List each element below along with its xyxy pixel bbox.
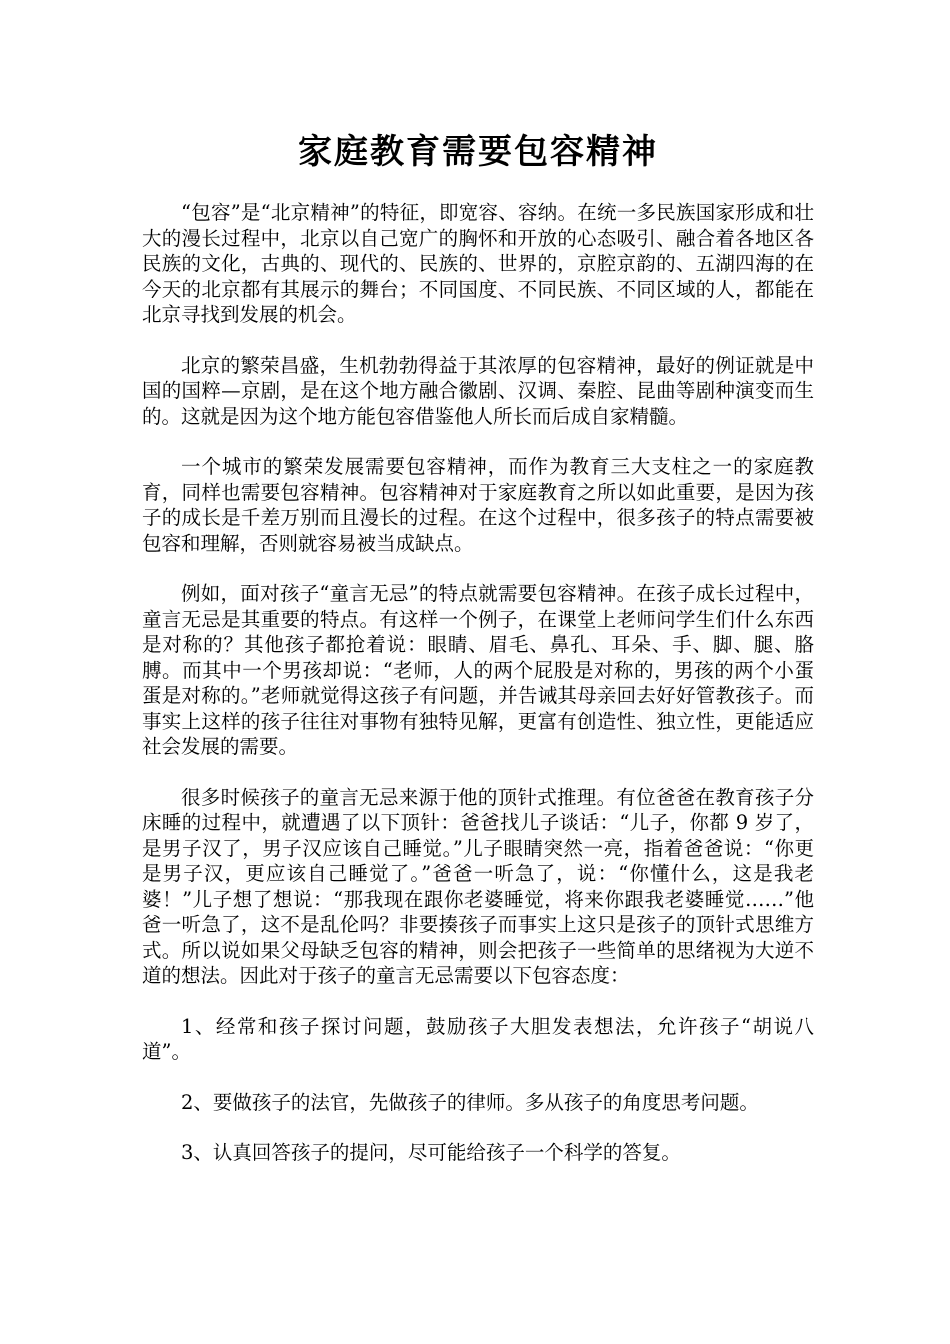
paragraph-5: 很多时候孩子的童言无忌来源于他的顶针式推理。有位爸爸在教育孩子分床睡的过程中，就遭遇了以下顶针：爸爸找儿子谈话：“儿子，你都 9 岁了，是男子汉了，男子汉应该自己睡觉。”儿子眼睛突然一亮，指着爸爸说：“你更是男子汉，更应该自己睡觉了。”爸爸一听急了，说：“你懂什么，这是我老婆！”儿子想了想说：“那我现在跟你老婆睡觉，将来你跟我老婆睡觉……”他爸一听急了，这不是乱伦吗？非要揍孩子而事实上这只是孩子的顶针式思维方式。所以说如果父母缺乏包容的精神，则会把孩子一些简单的思绪视为大逆不道的想法。因此对于孩子的童言无忌需要以下包容态度： xyxy=(142,785,814,987)
list-item-1: 1、经常和孩子探讨问题，鼓励孩子大胆发表想法，允许孩子“胡说八道”。 xyxy=(142,1014,814,1063)
list-item-3: 3、认真回答孩子的提问，尽可能给孩子一个科学的答复。 xyxy=(181,1141,681,1164)
document-title: 家庭教育需要包容精神 xyxy=(298,132,658,172)
document-page xyxy=(142,128,814,1191)
paragraph-2: 北京的繁荣昌盛，生机勃勃得益于其浓厚的包容精神，最好的例证就是中国的国粹—京剧，是在这个地方融合徽剧、汉调、秦腔、昆曲等剧种演变而生的。这就是因为这个地方能包容借鉴他人所长而后成自家精髓。 xyxy=(142,353,814,428)
paragraph-1: “包容”是“北京精神”的特征，即宽容、容纳。在统一多民族国家形成和壮大的漫长过程中，北京以自己宽广的胸怀和开放的心态吸引、融合着各地区各民族的文化，古典的、现代的、民族的、世界的，京腔京韵的、五湖四海的在今天的北京都有其展示的舞台；不同国度、不同民族、不同区域的人，都能在北京寻找到发展的机会。 xyxy=(142,201,814,326)
paragraph-3: 一个城市的繁荣发展需要包容精神，而作为教育三大支柱之一的家庭教育，同样也需要包容精神。包容精神对于家庭教育之所以如此重要，是因为孩子的成长是千差万别而且漫长的过程。在这个过程中，很多孩子的特点需要被包容和理解，否则就容易被当成缺点。 xyxy=(142,455,814,555)
list-item-2: 2、要做孩子的法官，先做孩子的律师。多从孩子的角度思考问题。 xyxy=(181,1090,759,1114)
paragraph-4: 例如，面对孩子“童言无忌”的特点就需要包容精神。在孩子成长过程中，童言无忌是其重要的特点。有这样一个例子，在课堂上老师问学生们什么东西是对称的？其他孩子都抢着说：眼睛、眉毛、鼻孔、耳朵、手、脚、腿、胳膊。而其中一个男孩却说：“老师，人的两个屁股是对称的，男孩的两个小蛋蛋是对称的。”老师就觉得这孩子有问题，并告诫其母亲回去好好管教孩子。而事实上这样的孩子往往对事物有独特见解，更富有创造性、独立性，更能适应社会发展的需要。 xyxy=(142,582,814,758)
